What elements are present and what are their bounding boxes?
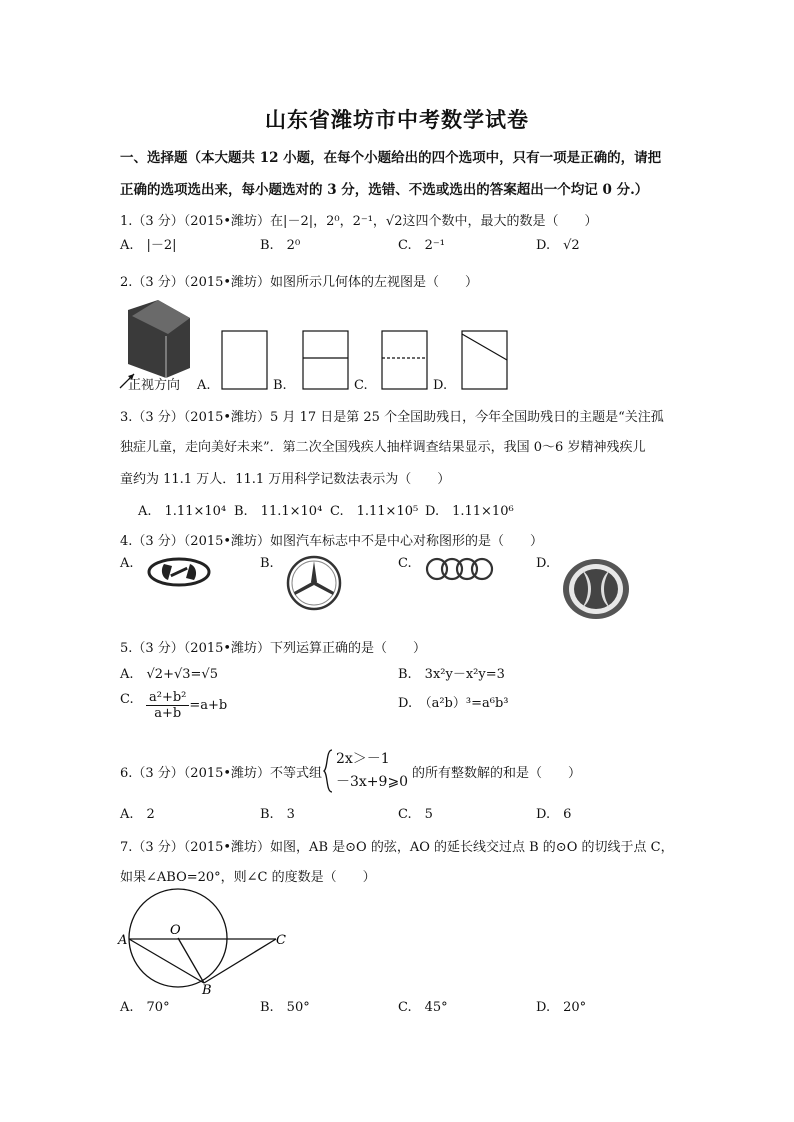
q3-option-d: D. 1.11×10⁶ xyxy=(425,504,514,519)
q6-stem-before: 6.（3 分）（2015•潍坊）不等式组 xyxy=(120,766,323,781)
q1-stem: 1.（3 分）（2015•潍坊）在|－2|，2⁰，2⁻¹，√2这四个数中，最大的数是（ ） xyxy=(120,214,598,229)
q7-option-b: B. 50° xyxy=(260,1000,310,1015)
section-header-line2: 正确的选项选出来，每小题选对的 3 分，选错、不选或选出的答案超出一个均记 0 分.） xyxy=(120,182,649,198)
q5-option-c-fraction xyxy=(146,690,189,721)
q2-view-b xyxy=(302,330,350,392)
q4-stem: 4.（3 分）（2015•潍坊）如图汽车标志中不是中心对称图形的是（ ） xyxy=(120,534,544,549)
q2-option-d: D. xyxy=(433,378,448,393)
q4-logo-hyundai xyxy=(146,556,212,588)
q4-option-c: C. xyxy=(398,556,412,571)
q6-inequality-2: －3x+9⩾0 xyxy=(336,774,409,790)
q6-option-b: B. 3 xyxy=(260,807,295,822)
q2-option-a: A. xyxy=(197,378,211,393)
q2-view-d xyxy=(461,330,509,392)
q6-option-a: A. 2 xyxy=(120,807,155,822)
q4-option-b: B. xyxy=(260,556,274,571)
q4-logo-audi xyxy=(424,556,494,582)
q3-line1: 3.（3 分）（2015•潍坊）5 月 17 日是第 25 个全国助残日，今年全国助残日的主题是“关注孤 xyxy=(120,410,664,425)
q7-option-d: D. 20° xyxy=(536,1000,587,1015)
q3-option-b: B. 11.1×10⁴ xyxy=(234,504,323,519)
q2-stem: 2.（3 分）（2015•潍坊）如图所示几何体的左视图是（ ） xyxy=(120,275,479,290)
q7-option-c: C. 45° xyxy=(398,1000,448,1015)
q4-logo-dongfeng xyxy=(560,556,632,622)
q5-option-c-expr xyxy=(146,690,227,721)
q6-brace xyxy=(322,748,334,794)
q1-option-c: C. 2⁻¹ xyxy=(398,238,445,253)
q5-option-c-denominator: a+b xyxy=(154,706,182,721)
q3-option-c: C. 1.11×10⁵ xyxy=(330,504,419,519)
q3-line3: 童约为 11.1 万人．11.1 万用科学记数法表示为（ ） xyxy=(120,472,451,487)
q7-label-b: B xyxy=(202,983,212,994)
q2-option-b: B. xyxy=(273,378,287,393)
page-title: 山东省潍坊市中考数学试卷 xyxy=(265,107,529,132)
q6-option-c: C. 5 xyxy=(398,807,433,822)
q5-option-d: D. （a²b）³=a⁶b³ xyxy=(398,696,509,711)
q7-label-c: C xyxy=(276,933,286,948)
q4-logo-mercedes xyxy=(285,554,343,612)
q2-option-c: C. xyxy=(354,378,368,393)
q7-line2: 如果∠ABO=20°，则∠C 的度数是（ ） xyxy=(120,870,376,885)
q5-option-a: A. √2+√3=√5 xyxy=(120,667,218,682)
section-header-line1: 一、选择题（本大题共 12 小题，在每个小题给出的四个选项中，只有一项是正确的，请把 xyxy=(120,150,662,166)
q7-label-a: A xyxy=(118,933,128,948)
q5-option-c-rest: =a+b xyxy=(189,698,228,713)
q6-inequality-1: 2x＞－1 xyxy=(336,751,390,767)
q1-option-a: A. |－2| xyxy=(120,238,177,253)
q2-view-a xyxy=(221,330,269,392)
q4-option-d: D. xyxy=(536,556,551,571)
q7-circle-figure xyxy=(116,888,296,994)
q5-option-b: B. 3x²y－x²y=3 xyxy=(398,667,505,682)
q3-option-a: A. 1.11×10⁴ xyxy=(138,504,227,519)
q6-stem-after: 的所有整数解的和是（ ） xyxy=(412,766,582,781)
q5-option-c-label: C. xyxy=(120,692,134,707)
q7-option-a: A. 70° xyxy=(120,1000,170,1015)
q5-stem: 5.（3 分）（2015•潍坊）下列运算正确的是（ ） xyxy=(120,641,427,656)
q3-line2: 独症儿童，走向美好未来”．第二次全国残疾人抽样调查结果显示，我国 0～6 岁精神残疾儿 xyxy=(120,440,646,455)
q4-option-a: A. xyxy=(120,556,134,571)
q7-label-o: O xyxy=(170,923,181,938)
q7-line1: 7.（3 分）（2015•潍坊）如图，AB 是⊙O 的弦，AO 的延长线交过点 B 的⊙O 的切线于点 C， xyxy=(120,840,674,855)
q1-option-d: D. √2 xyxy=(536,238,580,253)
q2-view-c xyxy=(381,330,429,392)
q5-option-c-numerator: a²+b² xyxy=(146,690,189,706)
q1-option-b: B. 2⁰ xyxy=(260,238,301,253)
q6-option-d: D. 6 xyxy=(536,807,572,822)
q2-figure-label: 正视方向 xyxy=(128,378,181,393)
